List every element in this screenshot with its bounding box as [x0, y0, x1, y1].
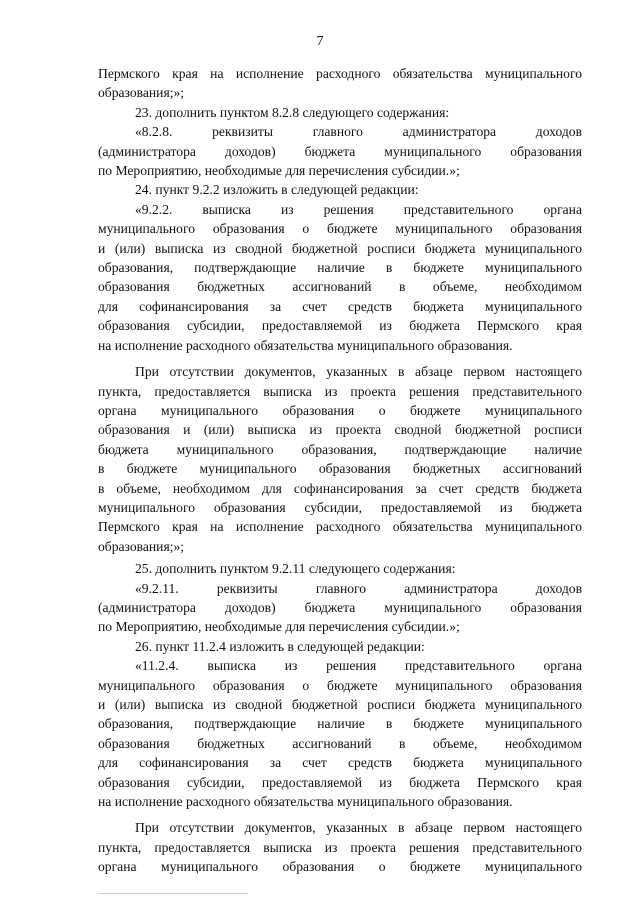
text-line: «11.2.4. выписка из решения представительного органа: [135, 658, 582, 674]
absence-paragraph-11-2-4: [98, 818, 582, 876]
text-line: При отсутствии документов, указанных в абзаце первом настоящего: [135, 364, 582, 380]
text-line: «9.2.11. реквизиты главного администратора доходов: [135, 580, 582, 596]
text-line: на исполнение расходного обязательства муниципального образования.: [98, 337, 513, 353]
clause-11-2-4: [98, 656, 582, 811]
text-line: муниципального образования о бюджете муниципального образования: [98, 221, 582, 237]
absence-paragraph-9-2-2: [98, 362, 582, 556]
item-25-heading: [98, 559, 582, 578]
text-line: образования бюджетных ассигнований в объеме, необходимом: [98, 279, 582, 295]
item-23-heading: [98, 103, 582, 122]
text-line: органа муниципального образования о бюджете муниципального: [98, 859, 582, 875]
text-line: по Мероприятию, необходимые для перечисления субсидии.»;: [98, 163, 460, 179]
text-line: 24. пункт 9.2.2 изложить в следующей редакции:: [135, 182, 419, 198]
text-line: образования;»;: [98, 85, 185, 101]
text-line: для софинансирования за счет средств бюджета муниципального: [98, 298, 582, 314]
text-line: образования;»;: [98, 538, 185, 554]
text-line: пункта, предоставляется выписка из проекта решения представительного: [98, 839, 582, 855]
text-line: При отсутствии документов, указанных в абзаце первом настоящего: [135, 820, 582, 836]
item-26-heading: [98, 637, 582, 656]
paragraph-continuation: [98, 64, 582, 103]
document-body: [98, 64, 582, 877]
text-line: Пермского края на исполнение расходного обязательства муниципального: [98, 519, 582, 535]
text-line: пункта, предоставляется выписка из проекта решения представительного: [98, 383, 582, 399]
text-line: в бюджете муниципального образования бюджетных ассигнований: [98, 461, 582, 477]
text-line: муниципального образования субсидии, предоставляемой из бюджета: [98, 499, 582, 515]
page-number: 7: [316, 34, 324, 49]
text-line: «9.2.2. выписка из решения представительного органа: [135, 201, 582, 217]
text-line: бюджета муниципального образования, подтверждающие наличие: [98, 441, 582, 457]
text-line: для софинансирования за счет средств бюджета муниципального: [98, 755, 582, 771]
clause-8-2-8: [98, 122, 582, 180]
text-line: образования, подтверждающие наличие в бюджете муниципального: [98, 260, 582, 276]
text-line: «8.2.8. реквизиты главного администратора доходов: [135, 124, 582, 140]
text-line: и (или) выписка из сводной бюджетной росписи бюджета муниципального: [98, 240, 582, 256]
text-line: 23. дополнить пунктом 8.2.8 следующего содержания:: [135, 104, 450, 120]
text-line: Пермского края на исполнение расходного обязательства муниципального: [98, 66, 582, 81]
bottom-divider: [98, 893, 248, 894]
item-24-heading: [98, 180, 582, 199]
text-line: по Мероприятию, необходимые для перечисления субсидии.»;: [98, 619, 460, 635]
text-line: муниципального образования о бюджете муниципального образования: [98, 677, 582, 693]
clause-9-2-11: [98, 579, 582, 637]
text-line: 25. дополнить пунктом 9.2.11 следующего содержания:: [135, 561, 456, 577]
text-line: образования субсидии, предоставляемой из бюджета Пермского края: [98, 318, 582, 334]
text-line: образования субсидии, предоставляемой из бюджета Пермского края: [98, 774, 582, 790]
clause-9-2-2: [98, 200, 582, 355]
text-line: органа муниципального образования о бюджете муниципального: [98, 402, 582, 418]
text-line: в объеме, необходимом для софинансирования за счет средств бюджета: [98, 480, 582, 496]
text-line: образования и (или) выписка из проекта сводной бюджетной росписи: [98, 422, 582, 438]
text-line: (администратора доходов) бюджета муниципального образования: [98, 599, 582, 615]
text-line: (администратора доходов) бюджета муниципального образования: [98, 143, 582, 159]
text-line: и (или) выписка из сводной бюджетной росписи бюджета муниципального: [98, 697, 582, 712]
text-line: образования, подтверждающие наличие в бюджете муниципального: [98, 716, 582, 732]
text-line: образования бюджетных ассигнований в объеме, необходимом: [98, 735, 582, 751]
text-line: 26. пункт 11.2.4 изложить в следующей редакции:: [135, 638, 425, 654]
text-line: на исполнение расходного обязательства муниципального образования.: [98, 794, 513, 810]
